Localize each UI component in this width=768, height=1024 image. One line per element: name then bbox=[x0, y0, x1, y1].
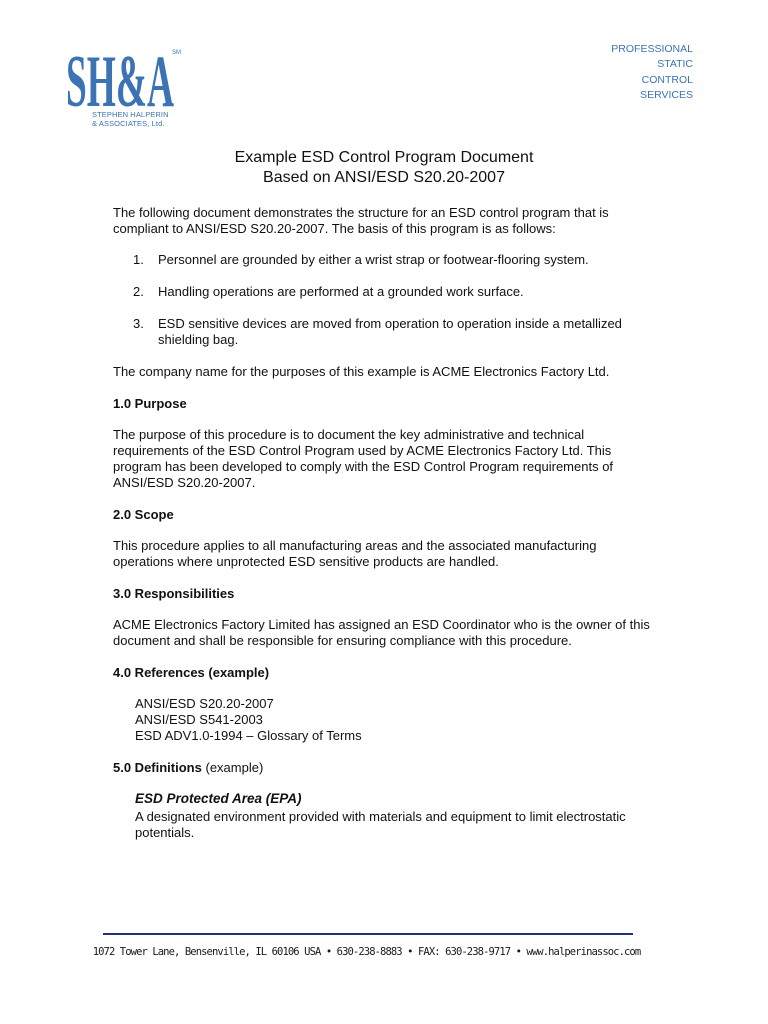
reference-item: ANSI/ESD S20.20-2007 bbox=[135, 696, 274, 711]
tagline-line: PROFESSIONAL bbox=[611, 43, 693, 55]
company-paragraph: The company name for the purposes of this example is ACME Electronics Factory Ltd. bbox=[113, 364, 610, 379]
definition-block bbox=[135, 791, 658, 841]
section-body-scope: This procedure applies to all manufacturing areas and the associated manufacturing operations where unprotected ESD sensitive products are handled. bbox=[113, 538, 597, 569]
footer-address: 1072 Tower Lane, Bensenville, IL 60106 USA • 630-238-8883 • FAX: 630-238-9717 • www.halperinassoc.com bbox=[92, 946, 641, 958]
section-heading-scope: 2.0 Scope bbox=[113, 507, 174, 522]
section-body-purpose: The purpose of this procedure is to document the key administrative and technical requirements of the ESD Control Program used by ACME Electronics Factory Ltd. This program has been developed to comply with the ESD Control Program requirements of ANSI/ESD S20.20-2007. bbox=[113, 427, 614, 490]
basis-list bbox=[113, 252, 658, 348]
title-line2: Based on ANSI/ESD S20.20-2007 bbox=[263, 169, 505, 186]
section-heading-responsibilities: 3.0 Responsibilities bbox=[113, 586, 235, 601]
list-item bbox=[113, 284, 658, 300]
company-logo bbox=[66, 44, 184, 132]
document-title bbox=[0, 148, 768, 188]
section-body-responsibilities: ACME Electronics Factory Limited has assigned an ESD Coordinator who is the owner of this document and shall be responsible for ensuring compliance with this procedure. bbox=[113, 617, 650, 648]
section-heading-references: 4.0 References (example) bbox=[113, 665, 270, 680]
list-item bbox=[113, 252, 658, 268]
intro-paragraph: The following document demonstrates the structure for an ESD control program that is compliant to ANSI/ESD S20.20-2007. The basis of this program is as follows: bbox=[113, 205, 609, 236]
footer-divider bbox=[103, 933, 633, 935]
list-number: 1. bbox=[133, 252, 144, 267]
logo-subtitle bbox=[92, 110, 184, 128]
section-heading-purpose: 1.0 Purpose bbox=[113, 396, 187, 411]
definitions-heading-text: 5.0 Definitions bbox=[113, 760, 202, 775]
list-text: Handling operations are performed at a grounded work surface. bbox=[158, 284, 524, 299]
definition-text: A designated environment provided with materials and equipment to limit electrostatic potentials. bbox=[135, 809, 626, 840]
reference-item: ESD ADV1.0-1994 – Glossary of Terms bbox=[135, 728, 362, 743]
tagline-line: SERVICES bbox=[640, 88, 693, 101]
logo-text: SH&A bbox=[66, 44, 174, 116]
title-line1: Example ESD Control Program Document bbox=[234, 149, 534, 166]
section-heading-definitions bbox=[113, 760, 658, 776]
document-body bbox=[113, 205, 658, 841]
sha-logo-mark bbox=[66, 44, 182, 116]
logo-sub-line2: & ASSOCIATES, Ltd. bbox=[92, 119, 165, 128]
logo-sub-line1: STEPHEN HALPERIN bbox=[92, 110, 169, 119]
list-item bbox=[113, 316, 658, 348]
definition-term: ESD Protected Area (EPA) bbox=[135, 791, 302, 806]
list-number: 3. bbox=[133, 316, 144, 331]
tagline bbox=[553, 42, 693, 103]
list-text: ESD sensitive devices are moved from operation to operation inside a metallized shielding bag. bbox=[158, 316, 622, 347]
definitions-heading-note: (example) bbox=[205, 760, 264, 775]
list-text: Personnel are grounded by either a wrist strap or footwear-flooring system. bbox=[158, 252, 589, 267]
tagline-line: STATIC bbox=[657, 58, 693, 71]
logo-tm: SM bbox=[172, 50, 181, 56]
references-list bbox=[135, 696, 658, 744]
reference-item: ANSI/ESD S541-2003 bbox=[135, 712, 263, 727]
tagline-line: CONTROL bbox=[641, 73, 693, 86]
list-number: 2. bbox=[133, 284, 144, 299]
